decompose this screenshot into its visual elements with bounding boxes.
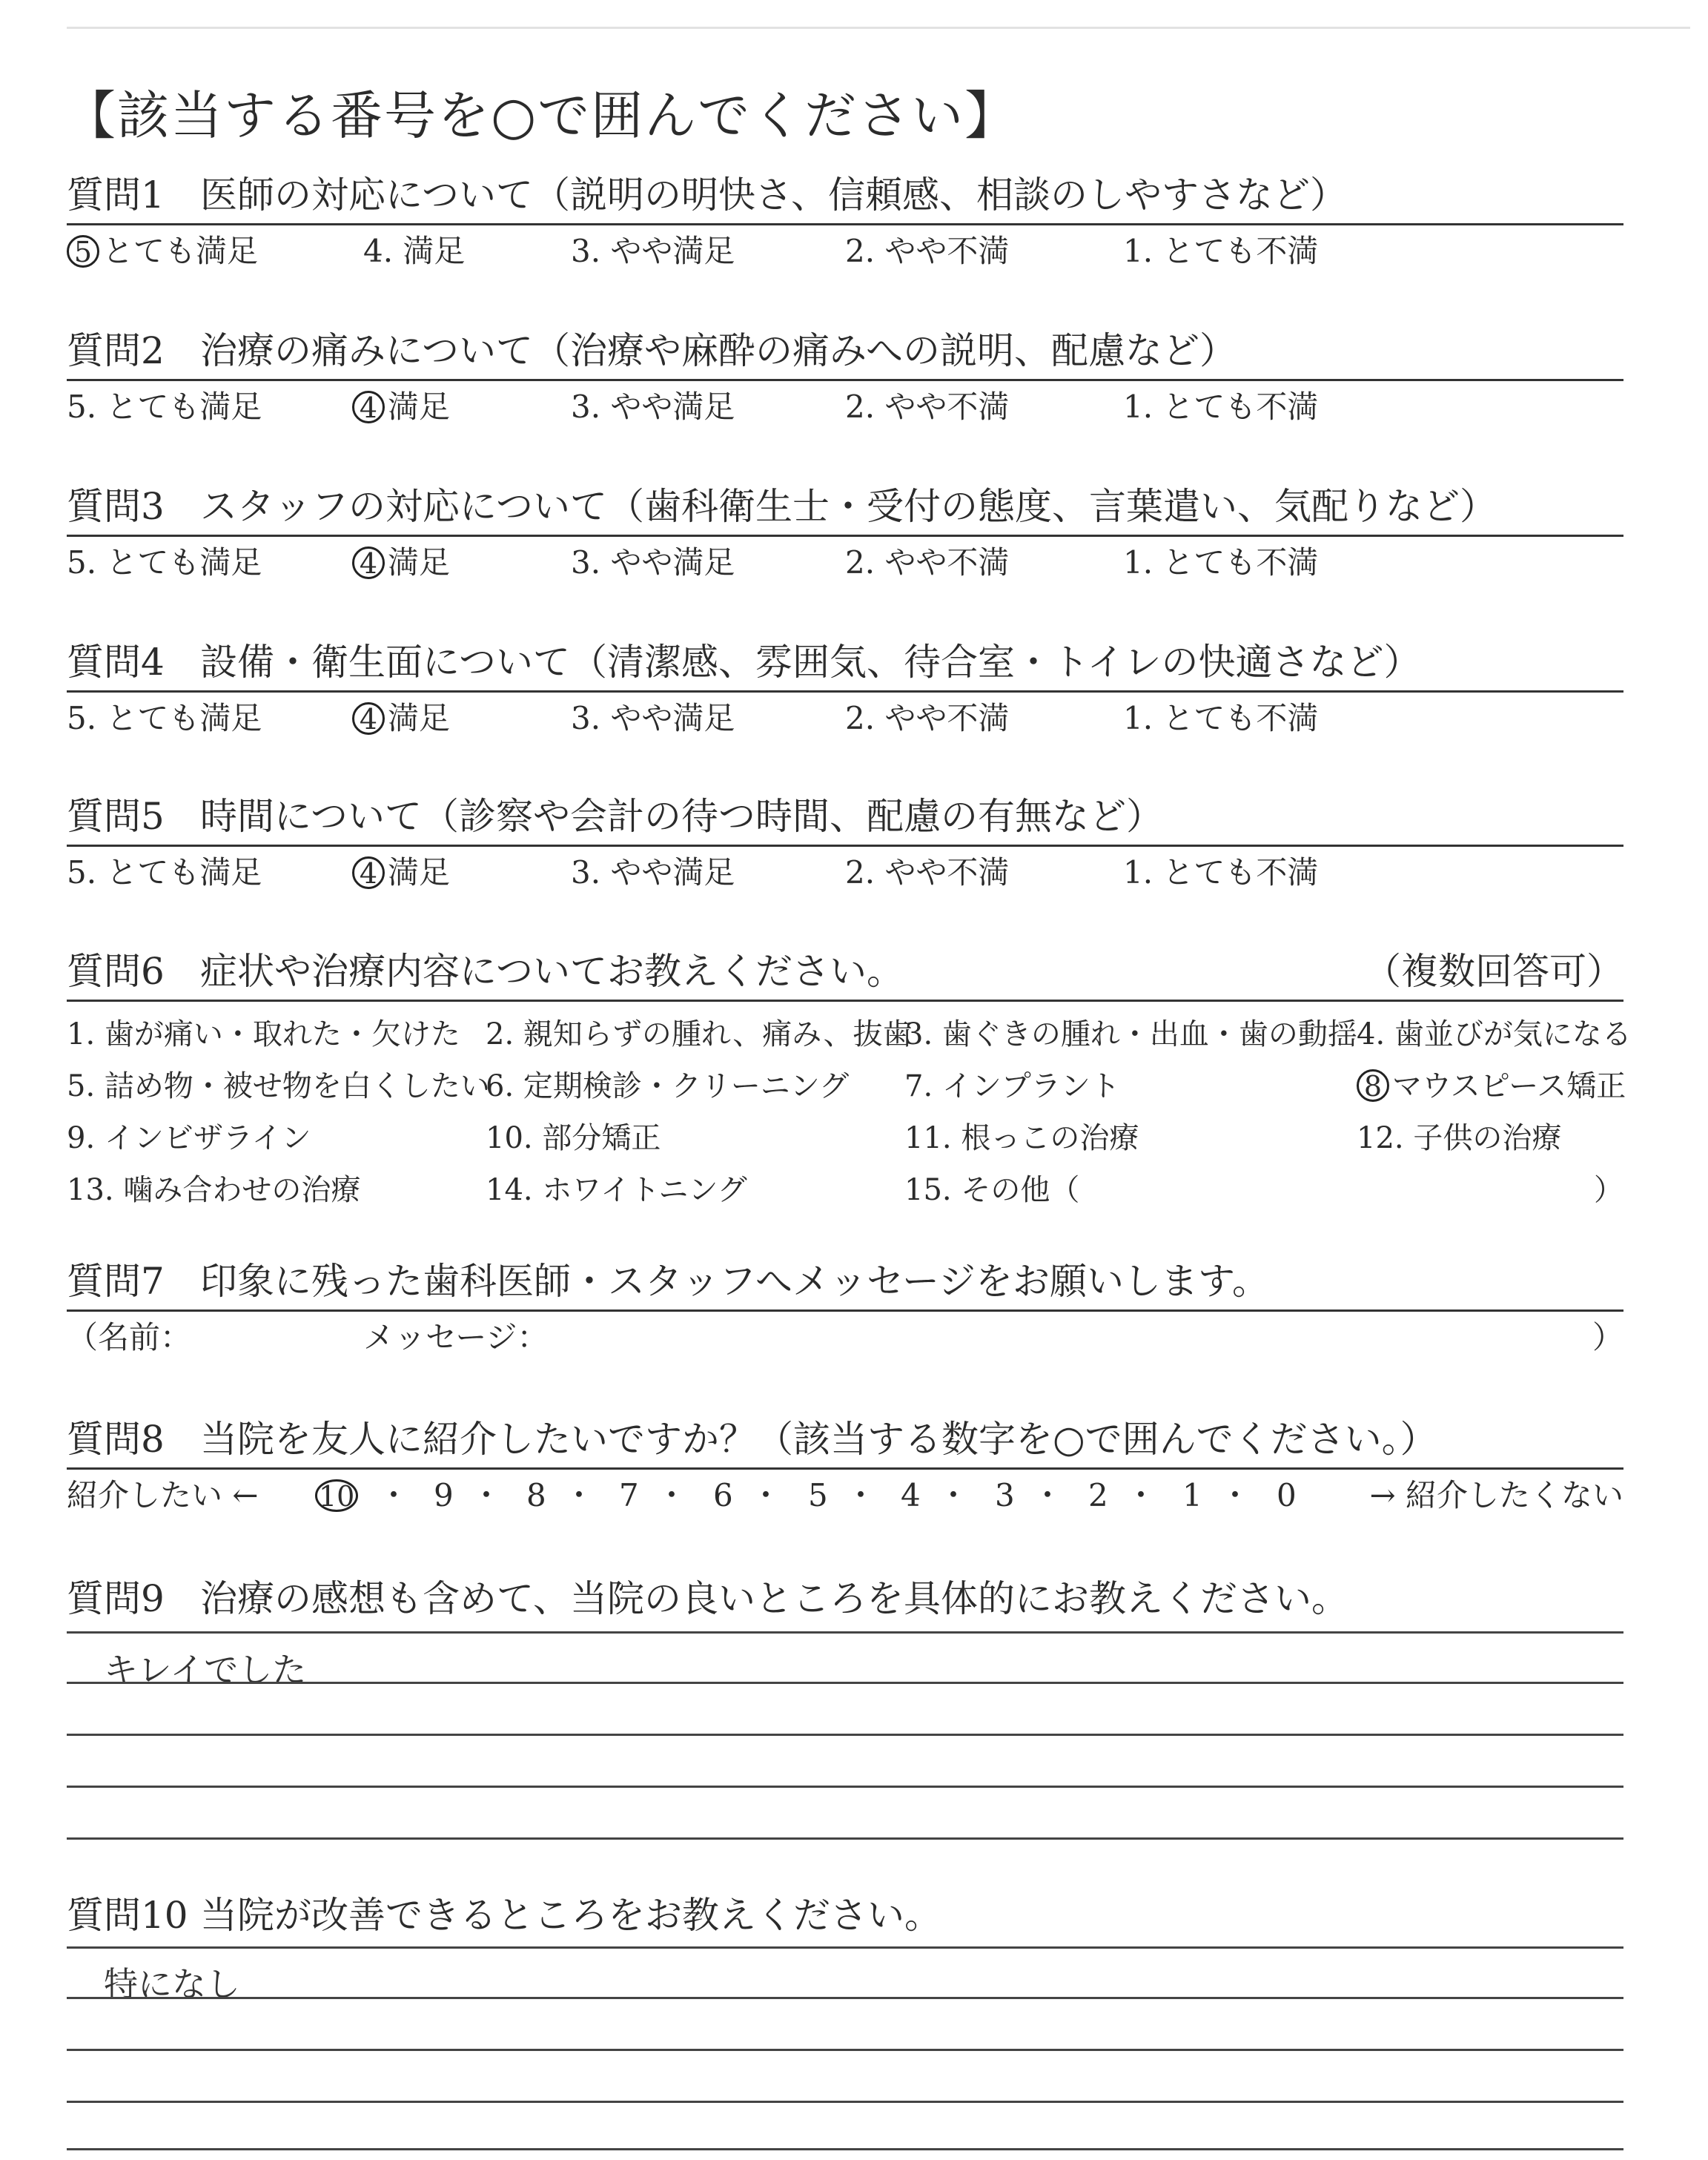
handwritten-answer[interactable]: キレイでした	[104, 1650, 307, 1690]
treatment-item[interactable]: 7. インプラント	[904, 1069, 1120, 1103]
answer-line	[67, 2049, 1623, 2051]
scale-4[interactable]: 4	[901, 1477, 921, 1513]
option-4[interactable]: 4 満足	[352, 847, 450, 899]
treatment-item[interactable]: 3. 歯ぐきの腫れ・出血・歯の動揺	[904, 1017, 1357, 1051]
scale-2[interactable]: 2	[1088, 1477, 1108, 1513]
close-paren: ）	[1592, 1319, 1623, 1355]
answer-line	[67, 1946, 1623, 1949]
scale-10-selected[interactable]: 10	[315, 1470, 361, 1522]
option-4[interactable]: 4 満足	[352, 381, 450, 433]
question-title: 印象に残った歯科医師・スタッフへメッセージをお願いします。	[200, 1260, 1269, 1303]
question-number: 質問8	[67, 1418, 165, 1461]
question-title: 治療の痛みについて（治療や麻酔の痛みへの説明、配慮など）	[200, 329, 1237, 372]
treatment-item-8-selected[interactable]: 8 マウスピース矯正	[1357, 1063, 1626, 1105]
question-title: 症状や治療内容についてお教えください。	[200, 950, 904, 993]
answer-line	[67, 1631, 1623, 1634]
option-4[interactable]: 4 満足	[352, 537, 450, 589]
treatment-item[interactable]: 2. 親知らずの腫れ、痛み、抜歯	[486, 1017, 913, 1051]
question-3	[67, 478, 1623, 589]
answer-line	[67, 2101, 1623, 2103]
treatment-item[interactable]: 10. 部分矯正	[486, 1121, 661, 1155]
treatment-item[interactable]: 9. インビザライン	[67, 1121, 311, 1155]
scale-0[interactable]: 0	[1277, 1477, 1297, 1513]
option-5[interactable]: 5 とても満足	[67, 225, 258, 277]
answer-line	[67, 1786, 1623, 1788]
selected-circle: 4	[352, 856, 385, 889]
scale-8[interactable]: 8	[526, 1477, 546, 1513]
question-title: スタッフの対応について（歯科衛生士・受付の態度、言葉遣い、気配りなど）	[200, 485, 1497, 528]
page-heading: 【該当する番号を○で囲んでください】	[64, 85, 1019, 146]
scale-6[interactable]: 6	[713, 1477, 733, 1513]
selected-circle: 4	[352, 391, 385, 423]
scale-7[interactable]: 7	[619, 1477, 639, 1513]
treatment-options	[67, 1002, 1632, 1209]
option-1[interactable]: 1. とても不満	[1123, 389, 1319, 425]
handwritten-answer[interactable]: 特になし	[104, 1964, 240, 2004]
option-3[interactable]: 3. やや満足	[571, 854, 735, 891]
question-number: 質問2	[67, 329, 165, 372]
option-1[interactable]: 1. とても不満	[1123, 233, 1319, 269]
selected-circle: 8	[1357, 1069, 1389, 1102]
option-5[interactable]: 5. とても満足	[67, 544, 262, 581]
option-4[interactable]: 4 満足	[352, 693, 450, 744]
option-3[interactable]: 3. やや満足	[571, 700, 735, 736]
question-title: 治療の感想も含めて、当院の良いところを具体的にお教えください。	[200, 1577, 1348, 1620]
scale-9[interactable]: 9	[434, 1477, 454, 1513]
multiple-answers-note: （複数回答可）	[1364, 950, 1623, 993]
question-title: 時間について（診察や会計の待つ時間、配慮の有無など）	[200, 795, 1163, 838]
option-2[interactable]: 2. やや不満	[845, 854, 1010, 891]
option-1[interactable]: 1. とても不満	[1123, 700, 1319, 736]
option-5[interactable]: 5. とても満足	[67, 854, 262, 891]
treatment-item[interactable]: 12. 子供の治療	[1357, 1121, 1562, 1155]
option-3[interactable]: 3. やや満足	[571, 389, 735, 425]
question-title: 設備・衛生面について（清潔感、雰囲気、待合室・トイレの快適さなど）	[200, 641, 1421, 684]
treatment-item[interactable]: 13. 噛み合わせの治療	[67, 1173, 361, 1207]
question-number: 質問6	[67, 950, 165, 993]
question-title: 当院を友人に紹介したいですか？（該当する数字を○で囲んでください。）	[200, 1418, 1437, 1461]
option-3[interactable]: 3. やや満足	[571, 233, 735, 269]
option-2[interactable]: 2. やや不満	[845, 233, 1010, 269]
question-title: 当院が改善できるところをお教えください。	[200, 1894, 941, 1937]
option-4[interactable]: 4. 満足	[363, 233, 466, 269]
selected-circle: 5	[67, 235, 99, 268]
question-6	[67, 943, 1632, 1209]
treatment-item[interactable]: 5. 詰め物・被せ物を白くしたい	[67, 1069, 490, 1103]
question-10	[67, 1887, 1623, 2154]
scale-left-label: 紹介したい ←	[67, 1477, 259, 1513]
name-label: （名前：	[67, 1319, 192, 1355]
option-3[interactable]: 3. やや満足	[571, 544, 735, 581]
question-7	[67, 1253, 1623, 1364]
question-5	[67, 788, 1623, 899]
question-number: 質問7	[67, 1260, 165, 1303]
question-number: 質問10	[67, 1894, 188, 1937]
option-2[interactable]: 2. やや不満	[845, 544, 1010, 581]
question-title: 医師の対応について（説明の明快さ、信頼感、相談のしやすさなど）	[200, 174, 1347, 217]
treatment-item[interactable]: 6. 定期検診・クリーニング	[486, 1069, 850, 1103]
scale-3[interactable]: 3	[995, 1477, 1015, 1513]
scale-5[interactable]: 5	[808, 1477, 828, 1513]
top-border	[67, 27, 1690, 29]
question-1	[67, 167, 1623, 277]
answer-line	[67, 1682, 1623, 1684]
close-paren: ）	[1594, 1173, 1623, 1207]
treatment-item[interactable]: 11. 根っこの治療	[904, 1121, 1139, 1155]
question-4	[67, 634, 1623, 744]
option-5[interactable]: 5. とても満足	[67, 389, 262, 425]
question-number: 質問1	[67, 174, 165, 217]
answer-line	[67, 2148, 1623, 2150]
option-1[interactable]: 1. とても不満	[1123, 854, 1319, 891]
scale-right-label: → 紹介したくない	[1369, 1477, 1623, 1513]
question-8	[67, 1411, 1623, 1522]
selected-circle: 4	[352, 702, 385, 735]
option-2[interactable]: 2. やや不満	[845, 389, 1010, 425]
question-number: 質問5	[67, 795, 165, 838]
answer-line	[67, 1734, 1623, 1736]
question-number: 質問3	[67, 485, 165, 528]
question-number: 質問4	[67, 641, 165, 684]
question-9	[67, 1571, 1623, 1852]
scale-1[interactable]: 1	[1182, 1477, 1202, 1513]
treatment-item-other[interactable]: 15. その他（	[904, 1173, 1080, 1207]
treatment-item[interactable]: 1. 歯が痛い・取れた・欠けた	[67, 1017, 460, 1051]
option-1[interactable]: 1. とても不満	[1123, 544, 1319, 581]
selected-circle: 4	[352, 546, 385, 579]
question-number: 質問9	[67, 1577, 165, 1620]
option-5[interactable]: 5. とても満足	[67, 700, 262, 736]
question-2	[67, 323, 1623, 433]
treatment-item[interactable]: 4. 歯並びが気になる	[1357, 1017, 1632, 1051]
message-label: メッセージ：	[363, 1319, 549, 1355]
treatment-item[interactable]: 14. ホワイトニング	[486, 1173, 747, 1207]
option-2[interactable]: 2. やや不満	[845, 700, 1010, 736]
answer-line	[67, 1837, 1623, 1840]
answer-line	[67, 1997, 1623, 1999]
recommend-scale: 紹介したい ← 10 ・ 9 ・ 8 ・ 7 ・ 6 ・ 5 ・ 4 ・ 3 ・ 2 ・ 1 ・ 0 → 紹介したくない	[67, 1470, 1623, 1522]
